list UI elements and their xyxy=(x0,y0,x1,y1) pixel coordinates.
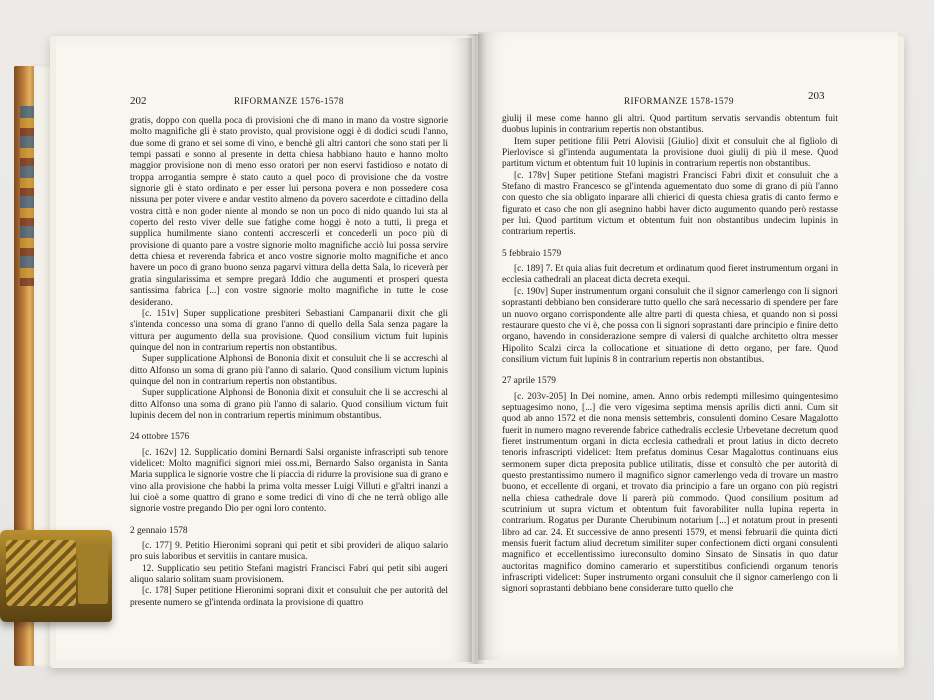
date-heading: 2 gennaio 1578 xyxy=(130,525,188,536)
right-paragraph: [c. 178v] Super petitione Stefani magistri Francisci Fabri dixit et consuluit che a Stefano di mastro Francesco se gl'intenda aguementato duo some di grano di più l'anno con questo che sia obligato inparare alli chierici di questa chiesa gratis di canto fermo e figurato et caso che non gli asegnino habbi haver dicto augumento quando però restasse per lui. Quod partitum victum et obtentum fuit non obstantibus undecim lupinis in contrarium repertis. xyxy=(502,170,838,238)
left-page-number: 202 xyxy=(130,95,147,107)
book-gutter-shadow xyxy=(466,34,486,664)
left-running-header: RIFORMANZE 1576-1578 xyxy=(234,96,344,106)
right-paragraph: [c. 190v] Super instrumentum organi consuluit che il signor camerlengo con li signori soprastanti debbiano ben considerare tutto quello che sarà necessario di spendere per fare un nuovo organo corrispondente alle altre parti di questa chiesa, et quando non si possi restaurare questo che vi è, che possa con li signori soprastanti dare principio e finire detto organo, havendo in considerazione sempre di valersi di qualche architetto oltra messer Hipolito Scalzi circa la collocatione et situatione di detto organo, per fare. Quod consilium victum fuit lupinis 8 in contrarium repertis non obstantibus. xyxy=(502,286,838,365)
right-page xyxy=(478,32,898,660)
left-page xyxy=(56,38,472,662)
left-paragraph: Super supplicatione Alphonsi de Bononia dixit et consuluit che li se accreschi al ditto Alfonso un soma di grano più l'anno di salario. Quod consilium victum lupinis quinque del non in contrarium repertis non obstantibus. xyxy=(130,354,448,387)
left-paragraph: Super supplicatione Alphonsi de Bononia dixit et consuluit che li se accreschi al ditto Alfonso una soma di grano più l'anno di salario. Quod consilium victum fuit lupinis decem del non in contrarium repertis minimum obstantibus. xyxy=(130,388,448,421)
date-heading: 24 ottobre 1576 xyxy=(130,432,190,443)
left-paragraph: gratis, doppo con quella poca di provisioni che di mano in mano da vostre signorie molto magnifiche gli è stato provisto, qual provisione oggi è di dodici scudi l'anno, due some di grano et sei some di vino, e benchè gli altri cantori che sono stati per li tempi passati e sonno al presente in detta chiesa habbiano hauto e hanno molto maggior provisione non di meno esso oratori per non eservi fastidioso e notato di troppa arrogantia sempre è stato cauto a quel poco di provisione che da vostre signorie gli è stato ordinato e per esser lui persona povera e non possedere cosa nissuna per poter vivere e andar vestito almeno da povero sacerdote e cittadino della vostra città e non goder niente al mondo se non un poco di nido quando lui sta al coperto del resto viver delle sue fatighe come hoggi è noto a tutti, li prega et supplica humilmente siano contenti accrescerli et concederli un poco più di provisione di quanto pare a vostre signorie molto magnifiche acciò lui possa servire detta chiesa et reverenda fabrica et anco vostre signorie molto magnifiche et anco havere un poco di grano buono senza pagarvi vittura della detta Sala, lo riceverà per gratia singularissima et sempre pregarà Iddio che augumenti et prosperi questa santissima fabrica [...] con vostre signorie molto magnifiche in tutte le cose desiderano. xyxy=(130,116,448,308)
right-running-header: RIFORMANZE 1578-1579 xyxy=(624,96,734,106)
right-paragraph: Item super petitione filii Petri Alovisii [Giulio] dixit et consuluit che al figliolo di Pierlovisce si gl'intenda augumentata la provisione duoi giulij di più il mese. Quod partitum victum et obtentum fuit 10 lupinis in contrarium repertis non obstantibus. xyxy=(502,136,838,170)
clip-grip-pattern xyxy=(6,540,76,606)
right-paragraph: giulij il mese come hanno gli altri. Quod partitum servatis servandis obtentum fuit duobus lupinis in contrarium repertis non obstantibus. xyxy=(502,114,838,136)
date-heading: 27 aprile 1579 xyxy=(502,376,556,387)
left-paragraph: [c. 162v] 12. Supplicatio domini Bernardi Salsi organiste infrascripti sub tenore videlicet: Molto magnifici signori miei oss.mi, Bernardo Salso organista in Santa Maria supplica le signorie vostre che li piaccia di ridurre la provisione sua di grano e vino alla provisione che habbi la prima volta messer Luigi Villuti e gl'altri inanzi a lui cioè a some quattro di grano e some tredici di vino di che ne terrà obligo alle signorie vostre pregando Dio per ogni loro contento. xyxy=(130,447,448,515)
left-paragraph: [c. 178] Super petitione Hieronimi soprani dixit et consuluit che per autorità del presente numero se gl'intenda ordinata la provisione di quattro xyxy=(130,586,448,608)
right-paragraph: [c. 189] 7. Et quia alias fuit decretum et ordinatum quod fieret instrumentum organi in ecclesia cathedrali an placeat dicta decreta exequi. xyxy=(502,264,838,286)
right-page-number: 203 xyxy=(808,90,825,102)
clip-tab xyxy=(78,544,108,604)
brass-page-clip xyxy=(0,530,112,622)
left-text-column xyxy=(130,116,448,609)
right-paragraph: [c. 203v-205] In Dei nomine, amen. Anno orbis redempti millesimo quingentesimo septuagesimo nono, [...] die vero vigesima septima mensis aprilis dicti anni. Cum sit quod ab anno 1572 et die nona mensis settembris, consulenti domino Cesare Magalotto fuerit in numero magno reverende fabrice cathedralis ecclesie Urbevetane decretum quod fieret instrumentum organi in dicta ecclesia cathedrali et prout latius in dicto decreto tenoris infrascripti videlicet: Item prefatus dominus Cesar Magalottus continuans eius sermonem super dicta preposita publice utilitatis, disse et consultò che per autorità di questo prestantissimo numero il magnifico signor camerlengo veda di trovare un mastro buono, et eccellente di organi, et trovato dia principio a fare un organo con più registri nella chiesa cathedrale dove li parerà più commodo. Quod consilium positum ad scutrinium ut supra victum et obtentum fuit favorabiliter nulla lupina reperta in contrarium. Rogatus per Durante Cherubinum notarium [...] et notatum prout in presenti libro ad car. 24. Et successive de anno presenti 1579, et mensi februarii die quinta dicti mensis fuerit factum aliud decretum similiter super confectionem dicti organi consulenti magnifico et eccellentissimo iureconsulto domino Sinsato de Sinsatis in quo datur auctoritas magnifico domino camerario et superstitibus conficiendi organum tenoris infrascripti videlicet: Super instrumento organi consuluit che il signor camerlengo con li signori soprastanti debbiano bene considerare tutto quello che xyxy=(502,391,838,595)
left-paragraph: [c. 151v] Super supplicatione presbiteri Sebastiani Campanarii dixit che gli s'intenda concesso una soma di grano l'anno di quello della Sala senza pagare la vittura per augumento della sua provisione. Quod consilium victum fuit lupinis quinque del non in contrarium repertis non obstantibus. xyxy=(130,308,448,353)
right-text-column xyxy=(502,114,838,596)
left-paragraph: [c. 177] 9. Petitio Hieronimi soprani qui petit et sibi provideri de aliquo salario pro suis laboribus et servitiis in cantare musica. xyxy=(130,541,448,563)
left-paragraph: 12. Supplicatio seu petitio Stefani magistri Francisci Fabri qui petit sibi augeri aliquo salario solitam suam provisionem. xyxy=(130,563,448,586)
date-heading: 5 febbraio 1579 xyxy=(502,248,562,259)
